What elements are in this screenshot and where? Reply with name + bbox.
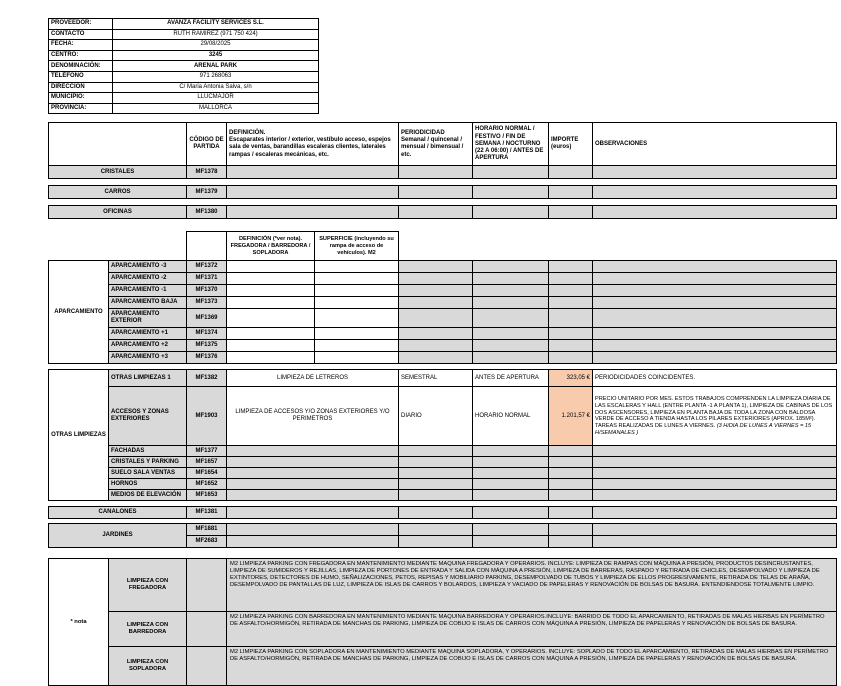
info-value: 29/08/2025 — [113, 40, 319, 51]
empty-cell — [593, 273, 837, 285]
row-label: APARCAMIENTO +1 — [109, 328, 187, 340]
cell-observaciones: PERIODICIDADES COINCIDENTES. — [593, 370, 837, 387]
row-code: MF1371 — [187, 273, 227, 285]
empty-cell — [549, 352, 593, 364]
empty-cell — [187, 559, 227, 612]
empty-cell — [227, 166, 399, 179]
info-label: FECHA: — [49, 40, 113, 51]
empty-cell — [593, 446, 837, 457]
table-row — [49, 103, 319, 114]
info-value: 3245 — [113, 50, 319, 61]
empty-cell — [227, 524, 399, 536]
empty-cell — [399, 479, 473, 490]
row-code: MF1376 — [187, 352, 227, 364]
table-row — [49, 50, 319, 61]
empty-cell — [593, 457, 837, 468]
info-label: DENOMINACIÓN: — [49, 61, 113, 72]
observaciones-italic-text: (3 H/DIA DE LUNES A VIERNES = 15 H/SEMANALES ) — [595, 423, 812, 436]
info-label: MUNICIPIO: — [49, 93, 113, 104]
empty-cell — [473, 206, 549, 219]
info-value: ARENAL PARK — [113, 61, 319, 72]
row-label: CRISTALES — [49, 166, 187, 179]
empty-cell — [549, 536, 593, 548]
empty-cell — [227, 490, 399, 501]
row-code: MF1382 — [187, 370, 227, 387]
col-header-importe — [549, 123, 593, 166]
empty-cell — [227, 186, 399, 199]
empty-cell — [315, 328, 399, 340]
table-row-aparcamiento — [49, 328, 837, 340]
empty-cell — [473, 309, 549, 328]
table-row-cristales — [49, 166, 837, 179]
empty-cell — [549, 507, 593, 519]
row-code: MF1375 — [187, 340, 227, 352]
row-code: MF1654 — [187, 468, 227, 479]
table-row — [49, 82, 319, 93]
row-label: APARCAMIENTO -2 — [109, 273, 187, 285]
notes-table — [48, 558, 837, 686]
table-row — [49, 61, 319, 72]
empty-cell — [227, 457, 399, 468]
empty-cell — [549, 309, 593, 328]
empty-cell — [549, 261, 593, 273]
empty-cell — [399, 328, 473, 340]
row-code: MF1378 — [187, 166, 227, 179]
empty-cell — [549, 206, 593, 219]
row-label: APARCAMIENTO -3 — [109, 261, 187, 273]
definicion-title: DEFINICIÓN. — [229, 129, 266, 136]
empty-cell — [549, 328, 593, 340]
row-code: MF1381 — [187, 507, 227, 519]
empty-cell — [593, 340, 837, 352]
empty-cell — [227, 468, 399, 479]
row-label: FACHADAS — [109, 446, 187, 457]
empty-cell — [315, 297, 399, 309]
cell-periodicidad: DIARIO — [399, 387, 473, 446]
empty-cell — [473, 328, 549, 340]
empty-cell — [549, 273, 593, 285]
table-row — [49, 29, 319, 40]
col-header-codigo: CÓDIGO DE PARTIDA — [187, 123, 227, 166]
empty-cell — [315, 309, 399, 328]
empty-cell — [399, 166, 473, 179]
empty-cell — [593, 536, 837, 548]
empty-cell — [473, 468, 549, 479]
empty-cell — [399, 524, 473, 536]
empty-cell — [549, 186, 593, 199]
empty-cell — [473, 507, 549, 519]
table-row-medios-elevacion — [49, 490, 837, 501]
empty-cell — [187, 647, 227, 686]
row-label: HORNOS — [109, 479, 187, 490]
observaciones-text: PRECIO UNITARIO POR MES. ESTOS TRABAJOS COMPRENDEN LA LIMPIEZA DIARIA DE LAS ESCALERAS Y HALL (ENTRE PLANTA -1 A PLANTA 1), LIMPIEZA DE CABINAS DE LOS DOS ASCENSORES, LIMPIEZA EN PLANTA BAJA DE TODA LA ZONA CON BALDOSA VERDE DE ACCESO A TIENDA HASTA LOS PILARES EXTERIORES (APROX. 185M²). TAREAS REALIZADAS DE LUNES A VIERNES. — [595, 396, 833, 430]
empty-cell — [473, 340, 549, 352]
jardines-table — [48, 523, 837, 548]
empty-cell — [399, 490, 473, 501]
table-row-oficinas — [49, 206, 837, 219]
row-code: MF1653 — [187, 490, 227, 501]
empty-cell — [399, 457, 473, 468]
info-value: LLUCMAJOR — [113, 93, 319, 104]
table-header-row-2 — [49, 232, 837, 261]
note-text: M2 LIMPIEZA PARKING CON SOPLADORA EN MANTENIMIENTO MEDIANTE MAQUINA SOPLADORA, Y OPERARIOS. INCLUYE: SOPLADO DE TODO EL APARCAMIENTO, RETIRADAS DE MALAS HIERBAS EN PERÍMETRO DE ASFALTO/HORMIGÓN, RETIRADA DE MANCHAS DE PARKING, LIMPIEZA DE COBIJO E ISLAS DE CARROS CON MÁQUINA A PRESIÓN, LIMPIEZA DE PAPELERAS Y RENOVACIÓN DE BOLSAS DE BASURA. — [227, 647, 837, 686]
supplier-info-table — [48, 18, 319, 114]
row-label: ACCESOS Y ZONAS EXTERIORES — [109, 387, 187, 446]
empty-cell — [549, 468, 593, 479]
table-row-carros — [49, 186, 837, 199]
empty-cell — [473, 166, 549, 179]
row-label: OFICINAS — [49, 206, 187, 219]
spacer-cell — [49, 232, 187, 261]
row-code: MF1372 — [187, 261, 227, 273]
empty-cell — [399, 273, 473, 285]
row-label: APARCAMIENTO EXTERIOR — [109, 309, 187, 328]
aparcamiento-table — [48, 231, 837, 364]
note-label: LIMPIEZA CON SOPLADORA — [109, 647, 187, 686]
empty-cell — [593, 490, 837, 501]
empty-cell — [399, 468, 473, 479]
note-label: LIMPIEZA CON FREGADORA — [109, 559, 187, 612]
row-code: MF1374 — [187, 328, 227, 340]
empty-cell — [473, 457, 549, 468]
empty-cell — [593, 285, 837, 297]
row-code: MF1369 — [187, 309, 227, 328]
importe-unit: (euros) — [551, 144, 572, 151]
table-row — [49, 93, 319, 104]
canalones-table — [48, 506, 837, 519]
spacer-cell — [399, 232, 837, 261]
table-row-suelo-sala-ventas — [49, 468, 837, 479]
col-header-periodicidad: PERIODICIDAD Semanal / quincenal / mensual / bimensual / etc. — [399, 123, 473, 166]
cell-importe: 323,05 € — [549, 370, 593, 387]
row-label: JARDINES — [49, 524, 187, 548]
empty-cell — [549, 457, 593, 468]
row-label: CARROS — [49, 186, 187, 199]
info-value: MALLORCA — [113, 103, 319, 114]
row-code: MF1903 — [187, 387, 227, 446]
importe-title: IMPORTE — [551, 137, 579, 144]
empty-cell — [227, 328, 315, 340]
col-header-definicion-nota: DEFINICIÓN (*ver nota). FREGADORA / BARREDORA / SOPLADORA — [227, 232, 315, 261]
info-value: 971 268063 — [113, 71, 319, 82]
empty-cell — [315, 285, 399, 297]
group-label-aparcamiento: APARCAMIENTO — [49, 261, 109, 364]
empty-cell — [473, 297, 549, 309]
info-label: TELÉFONO — [49, 71, 113, 82]
empty-cell — [187, 232, 227, 261]
note-text: M2 LIMPIEZA PARKING CON FREGADORA EN MANTENIMIENTO MEDIANTE MAQUINA FREGADORA Y OPERARIOS. INCLUYE: LIMPIEZA DE RAMPAS CON MÁQUINA A PRESIÓN, PRODUCTOS DESINCRUSTANTES, LIMPIEZA DE SUMIDEROS Y REJILLAS, LIMPIEZA DE PORTONES DE ENTRADA Y SALIDA CON MÁQUINA A PRESIÓN, LIMPIEZA DE BARRERAS, RASPADO Y RETIRADA DE CHICLES, DESEMPOLVADO Y LIMPIEZA DE EXTINTORES, DETECTORES DE HUMO, SEÑALIZACIONES, PETOS, REPISAS Y MOBILIARIO PARKING, DESEMPOLVADO DE TUBOS Y LIMPIEZA DE ELLOS PROGRESIVAMENTE, RETIRADA DE TELAS DE ARAÑA, DESEMPOLVADO DE PANTALLAS DE LUZ, LIMPIEZA DE ISLAS DE CARROS Y BOLARDOS, LIMPIEZA Y VACIADO DE PAPELERAS Y RENOVACIÓN DE BOLSAS DE BASURA. ENTENDIENDOSE TOTALMENTE LIMPIO. — [227, 559, 837, 612]
empty-cell — [227, 261, 315, 273]
empty-cell — [227, 479, 399, 490]
empty-cell — [549, 479, 593, 490]
empty-cell — [593, 166, 837, 179]
empty-cell — [473, 446, 549, 457]
empty-cell — [549, 166, 593, 179]
empty-cell — [315, 340, 399, 352]
empty-cell — [593, 186, 837, 199]
empty-cell — [549, 297, 593, 309]
otras-limpiezas-table — [48, 369, 837, 501]
table-row-aparcamiento — [49, 285, 837, 297]
row-code: MF1377 — [187, 446, 227, 457]
row-code: MF1652 — [187, 479, 227, 490]
empty-cell — [593, 479, 837, 490]
table-row-note-sopladora — [49, 647, 837, 686]
empty-cell — [227, 206, 399, 219]
cell-definicion: LIMPIEZA DE ACCESOS Y/O ZONAS EXTERIORES Y/O PERIMETROS — [227, 387, 399, 446]
row-code: MF1379 — [187, 186, 227, 199]
info-label: DIRECCIÓN — [49, 82, 113, 93]
empty-cell — [473, 524, 549, 536]
table-row-aparcamiento — [49, 352, 837, 364]
empty-cell — [399, 536, 473, 548]
table-row-canalones — [49, 507, 837, 519]
info-value: RUTH RAMIREZ (971 750 424) — [113, 29, 319, 40]
note-text: M2 LIMPIEZA PARKING CON BARREDORA EN MANTENIMIENTO MEDIANTE MAQUINA BARREDORA Y OPERARIOS.INCLUYE: BARRIDO DE TODO EL APARCAMIENTO, RETIRADAS DE MALAS HIERBAS EN PERÍMETRO DE ASFALTO/HORMIGÓN, RETIRADA DE MANCHAS DE PARKING, LIMPIEZA DE COBIJO E ISLAS DE CARROS CON MÁQUINA A PRESIÓN, LIMPIEZA DE PAPELERAS Y RENOVACIÓN DE BOLSAS DE BASURA. — [227, 612, 837, 647]
row-label: CANALONES — [49, 507, 187, 519]
row-label: CRISTALES Y PARKING — [109, 457, 187, 468]
empty-cell — [473, 273, 549, 285]
row-label: MEDIOS DE ELEVACIÓN — [109, 490, 187, 501]
table-row-jardines — [49, 524, 837, 536]
empty-cell — [227, 273, 315, 285]
empty-cell — [315, 352, 399, 364]
col-header-superficie: SUPERFICIE (incluyendo su rampa de acceso de vehículos). M2 — [315, 232, 399, 261]
table-row-cristales-parking — [49, 457, 837, 468]
table-row-aparcamiento — [49, 273, 837, 285]
table-row-note-fregadora — [49, 559, 837, 612]
main-header-table — [48, 122, 837, 179]
row-code: MF1380 — [187, 206, 227, 219]
empty-cell — [549, 524, 593, 536]
empty-cell — [399, 446, 473, 457]
oficinas-table — [48, 205, 837, 219]
table-row — [49, 40, 319, 51]
empty-cell — [549, 490, 593, 501]
info-label: CENTRO: — [49, 50, 113, 61]
cell-importe: 1.201,57 € — [549, 387, 593, 446]
col-header-horario: HORARIO NORMAL / FESTIVO / FIN DE SEMANA / NOCTURNO (22 A 06:00) / ANTES DE APERTURA — [473, 123, 549, 166]
cell-observaciones — [593, 387, 837, 446]
empty-cell — [227, 285, 315, 297]
empty-cell — [399, 309, 473, 328]
row-code: MF1657 — [187, 457, 227, 468]
empty-cell — [593, 297, 837, 309]
empty-cell — [473, 479, 549, 490]
empty-cell — [473, 352, 549, 364]
table-row-aparcamiento — [49, 309, 837, 328]
empty-cell — [473, 285, 549, 297]
empty-cell — [315, 261, 399, 273]
empty-cell — [593, 507, 837, 519]
table-row-aparcamiento — [49, 297, 837, 309]
col-header-definicion — [227, 123, 399, 166]
table-row — [49, 19, 319, 30]
row-code: MF1370 — [187, 285, 227, 297]
table-row-aparcamiento — [49, 261, 837, 273]
note-label: LIMPIEZA CON BARREDORA — [109, 612, 187, 647]
table-row-fachadas — [49, 446, 837, 457]
empty-cell — [227, 309, 315, 328]
row-code: MF1881 — [187, 524, 227, 536]
empty-cell — [473, 186, 549, 199]
empty-cell — [187, 612, 227, 647]
empty-cell — [399, 285, 473, 297]
info-label: PROVEEDOR: — [49, 19, 113, 30]
table-row — [49, 71, 319, 82]
cell-periodicidad: SEMESTRAL — [399, 370, 473, 387]
definicion-subtitle: Escaparates interior / exterior, vestíbulo acceso, espejos sala de ventas, barandillas escaleras clientes, laterales rampas / escaleras mecánicas, etc. — [229, 137, 391, 158]
empty-cell — [227, 352, 315, 364]
carros-table — [48, 185, 837, 199]
empty-cell — [315, 273, 399, 285]
empty-cell — [227, 297, 315, 309]
empty-cell — [49, 123, 187, 166]
empty-cell — [549, 340, 593, 352]
empty-cell — [549, 446, 593, 457]
note-marker: * nota — [49, 559, 109, 686]
empty-cell — [399, 186, 473, 199]
empty-cell — [549, 285, 593, 297]
empty-cell — [593, 206, 837, 219]
empty-cell — [473, 490, 549, 501]
table-header-row — [49, 123, 837, 166]
table-row-hornos — [49, 479, 837, 490]
info-label: CONTACTO — [49, 29, 113, 40]
row-label: APARCAMIENTO +3 — [109, 352, 187, 364]
empty-cell — [593, 261, 837, 273]
empty-cell — [227, 446, 399, 457]
empty-cell — [227, 536, 399, 548]
row-label: APARCAMIENTO BAJA — [109, 297, 187, 309]
empty-cell — [399, 352, 473, 364]
info-value: C/ Maria Antonia Salva, s/n — [113, 82, 319, 93]
row-code: MF2683 — [187, 536, 227, 548]
row-label: APARCAMIENTO -1 — [109, 285, 187, 297]
empty-cell — [399, 340, 473, 352]
table-row-otras-limpiezas-1 — [49, 370, 837, 387]
empty-cell — [593, 524, 837, 536]
empty-cell — [593, 309, 837, 328]
row-label: APARCAMIENTO +2 — [109, 340, 187, 352]
empty-cell — [473, 536, 549, 548]
budget-sheet — [48, 18, 838, 686]
info-value: AVANZA FACILITY SERVICES S.L. — [113, 19, 319, 30]
row-code: MF1373 — [187, 297, 227, 309]
empty-cell — [473, 261, 549, 273]
table-row-note-barredora — [49, 612, 837, 647]
cell-horario: HORARIO NORMAL — [473, 387, 549, 446]
row-label: OTRAS LIMPIEZAS 1 — [109, 370, 187, 387]
row-label: SUELO SALA VENTAS — [109, 468, 187, 479]
table-row-accesos-zonas-exteriores — [49, 387, 837, 446]
empty-cell — [399, 206, 473, 219]
empty-cell — [399, 261, 473, 273]
empty-cell — [593, 352, 837, 364]
empty-cell — [593, 328, 837, 340]
empty-cell — [227, 340, 315, 352]
info-label: PROVINCIA: — [49, 103, 113, 114]
empty-cell — [399, 297, 473, 309]
empty-cell — [593, 468, 837, 479]
cell-horario: ANTES DE APERTURA — [473, 370, 549, 387]
group-label-otras-limpiezas: OTRAS LIMPIEZAS — [49, 370, 109, 501]
col-header-observaciones: OBSERVACIONES — [593, 123, 837, 166]
empty-cell — [399, 507, 473, 519]
cell-definicion: LIMPIEZA DE LETREROS — [227, 370, 399, 387]
empty-cell — [227, 507, 399, 519]
table-row-aparcamiento — [49, 340, 837, 352]
